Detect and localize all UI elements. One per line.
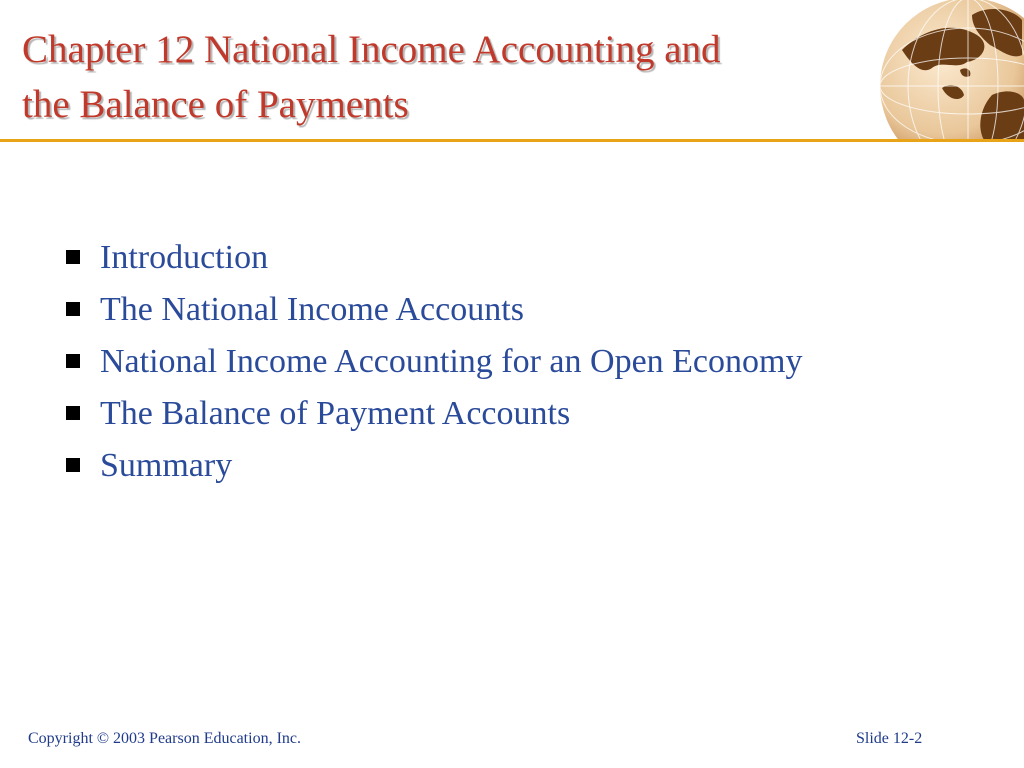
bullet-item [64,284,964,336]
bullet-text: National Income Accounting for an Open Economy [100,343,803,380]
bullet-text: Summary [100,447,233,484]
bullet-text: The National Income Accounts [100,291,524,328]
bullet-list [64,232,964,492]
bullet-item [64,440,964,492]
bullet-text: Introduction [100,239,269,276]
globe-icon [872,0,1024,140]
slide-title [22,22,862,132]
bullet-item [64,232,964,284]
square-bullet-icon [66,250,80,264]
square-bullet-icon [66,302,80,316]
square-bullet-icon [66,458,80,472]
title-divider [0,139,1024,142]
slide-title-line-1: Chapter 12 National Income Accounting and [22,28,721,71]
footer-copyright: Copyright © 2003 Pearson Education, Inc. [28,730,301,747]
square-bullet-icon [66,354,80,368]
bullet-item [64,388,964,440]
square-bullet-icon [66,406,80,420]
bullet-text: The Balance of Payment Accounts [100,395,571,432]
slide-title-line-2: the Balance of Payments [22,83,409,126]
bullet-item [64,336,964,388]
footer-slide-number: Slide 12-2 [856,730,923,747]
